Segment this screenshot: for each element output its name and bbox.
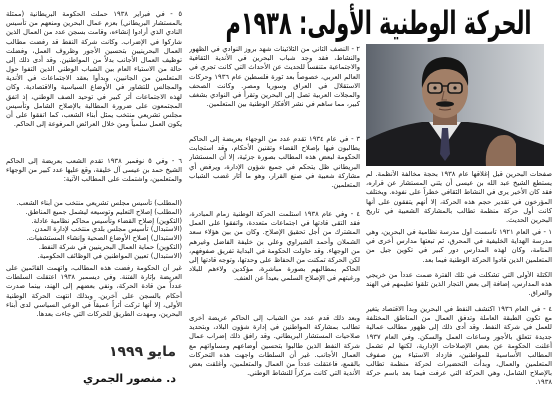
middle-column-paragraph-1: ٢ - النصف الثاني من الثلاثينات شهد بروز النوادي في الظهور والنشاط، فقد وجد شباب البحرين في الأندية الثقافية والاجتماعية متنفساً للحديث عن الأحداث التي كانت تجري في العالم العربي، خصوصاً بعد ثورة فلسطين عام ١٩٣٦ وحركات الاستقلال في العراق وسوريا ومصر. وكانت الصحف والمجلات العربية تصل إلى البحرين وتقرأ في النوادي بشغف كبير، مما ساهم في نشر الأفكار الوطنية بين المتعلمين. xyxy=(189,45,360,109)
left-column-paragraph-1: ٥ - في فبراير ١٩٣٨ حملت الحكومة البريطانية (ممثلة بالمستشار البريطاني) بعزم عمال البحرين ومنعهم من تأسيس النادي الذي أرادوا إنشاءه، وقامت بسجن عدد من العمال الذين شاركوا في الإضراب. وكانت شركة النفط قد رفضت مطالب العمال البحرينيين بتحسين الأجور وظروف العمل، وفضلت توظيف العمال الأجانب بدلاً من المواطنين. وقد أدى ذلك إلى حالة من الاستياء العام بين الشباب الوطني الذين التفوا حول المتعلمين من الجانبين، وبدأوا بعقد الاجتماعات في الأندية والمجالس للتشاور في الأوضاع السياسية والاقتصادية. وكان لهذه الاجتماعات أثر كبير في توحيد الصف الوطني، إذ اتفق المجتمعون على ضرورة المطالبة بالإصلاح الشامل وتأسيس مجلس تشريعي منتخب يمثل أبناء الشعب، كما اتفقوا على أن يكون العمل سلمياً ومن خلال العرائض المرفوعة إلى الحاكم. xyxy=(6,10,182,129)
middle-column-paragraph-4: وبعد ذلك قدم عدد من الشباب إلى الحاكم عريضة أخرى تطالب بمشاركة المواطنين في إدارة شؤون البلاد، وبتحديد صلاحيات المستشار البريطاني. وقد رافق ذلك إضراب عمال شركة النفط الذين طالبوا بتحسين أوضاعهم ومساواتهم مع العمال الأجانب. غير أن السلطات واجهت هذه التحركات بالقمع، فاعتقلت عدداً من العمال والمتعلمين، وأغلقت بعض الأندية التي كانت مركزاً للنشاط الوطني. xyxy=(189,314,360,378)
middle-column-paragraph-3: ٤ - وفي عام ١٩٣٨ استلمت الحركة الوطنية زمام المبادرة، فقد التقى قادتها في اجتماعات متعددة، واتفقوا على العمل المشترك من أجل تحقيق الإصلاح. وكان من بين هؤلاء سعد الشملان وأحمد الشيراوي وعلي بن خليفة الفاضل وغيرهم من الوجهاء. وقد حاولت الحكومة في البداية تفريق صفوفهم، لكن الحركة تمكنت من الحفاظ على وحدتها، وتوجه قادتها إلى الحاكم بمطالبهم بصورة مباشرة، مؤكدين ولاءهم للبلاد ورغبتهم في الإصلاح السلمي بعيداً عن العنف. xyxy=(189,210,360,283)
headline-text: الحركة الوطنية الأولى: ١٩٣٨م xyxy=(226,4,532,42)
mustache xyxy=(436,101,454,107)
demand-item: (التكوين) حماية العمال البحرينيين في شركة النفط. xyxy=(38,243,182,252)
demand-item: (الاستبدال) تأسيس مجلس بلدي منتخب لإدارة المدن. xyxy=(32,225,182,234)
right-column-paragraph-2: ١ - في العام ١٩٢١ تأسست أول مدرسة نظامية في البحرين، وهي مدرسة الهداية الخليفية في المحرق، ثم تبعتها مدارس أخرى في المنامة، وكان لهذه المدارس دور كبير في تكوين جيل من المتعلمين الذين قادوا الحركة الوطنية فيما بعد. xyxy=(366,228,552,264)
left-column-paragraph-3: غير أن الحكومة رفضت هذه المطالب، واتهمت القائمين على العريضة بإثارة الفتنة. وفي ديسمبر ١٩٣٨ اعتقلت السلطات عدداً من قادة الحركة، ونفي بعضهم إلى الهند، بينما صدرت أحكام بالسجن على آخرين. وبذلك انتهت الحركة الوطنية الأولى، إلا أنها تركت أثراً عميقاً في الوعي السياسي لدى أبناء البحرين، ومهدت الطريق للحركات التي جاءت بعدها. xyxy=(6,264,182,318)
demand-item: (التكوين) إصلاح القضاء وتأسيس محاكم نظامية عادلة. xyxy=(31,216,182,225)
portrait-photo-icon xyxy=(366,44,544,166)
demand-item: (الاستبدال) تعيين المواطنين في الوظائف الحكومية. xyxy=(37,251,182,260)
demand-item: (الاستبدال) إصلاح الأوضاع الصحية وإنشاء المستشفيات. xyxy=(26,234,182,243)
article-author: د. منصور الجمري xyxy=(83,372,176,385)
article-headline xyxy=(226,3,532,43)
right-column-paragraph-1: صفحات البحرين قبل إغلاقها عام ١٩٣٨ بحجة مخالفة الأنظمة. لم يستطع الشيخ عبد الله بن عيسى أن يثني المستشار عن قراره، فقد كان الأخير يرى في النشاط الثقافي خطراً على نفوذه. ويختلف المؤرخون في تقدير حجم هذه الحركة، إلا أنهم يتفقون على أنها كانت أول حركة منظمة تطالب بالمشاركة الشعبية في تاريخ البحرين الحديث. xyxy=(366,170,552,224)
author-portrait-photo xyxy=(366,44,544,166)
article-date: مايو ١٩٩٩ xyxy=(108,344,176,360)
demand-item: (المطلب) إصلاح التعليم وتوسيعه ليشمل جميع المناطق. xyxy=(25,207,182,216)
demand-item: (المطلب) تأسيس مجلس تشريعي منتخب من أبناء الشعب. xyxy=(16,199,182,207)
right-column-paragraph-3: الكتلة الأولى التي تشكلت في تلك الفترة ضمت عدداً من خريجي هذه المدارس، إضافة إلى بعض التجار الذين تلقوا تعليمهم في الهند والعراق. xyxy=(366,271,552,298)
left-eye xyxy=(433,86,436,89)
middle-column-paragraph-2: ٣ - في عام ١٩٣٤ تقدم عدد من الوجهاء بعريضة إلى الحاكم يطالبون فيها بإصلاح القضاء وتقنين الأحكام، وقد استجابت الحكومة لبعض هذه المطالب بصورة جزئية، إلا أن المستشار البريطاني ظل يتحكم في جميع شؤون الإدارة، ويرفض أي مشاركة شعبية في صنع القرار، وهو ما أثار غضب الشباب المتعلمين. xyxy=(189,135,360,189)
petition-demands-list xyxy=(6,199,182,261)
right-eye xyxy=(453,86,456,89)
right-column-paragraph-4: ٤ - في العام ١٩٣٦ اكتشف النفط في البحرين وبدأ الاقتصاد يتغير مع تكون الطبقة العاملة وتدفق العمال من المناطق المختلفة للعمل في شركة النفط. وقد أدى ذلك إلى ظهور مطالب عمالية جديدة تتعلق بالأجور وساعات العمل والسكن. وفي العام ١٩٣٧ أعلنت الحكومة عن بعض الإصلاحات الإدارية، لكنها لم تشمل المطالب الأساسية للمواطنين، فازداد الاستياء بين صفوف المتعلمين والعمال، وبدأت التحضيرات لحركة منظمة تطالب بالإصلاح الشامل، وهي الحركة التي عرفت فيما بعد باسم حركة ١٩٣٨. xyxy=(366,305,552,387)
left-column-petition-intro: ٦ - وفي ٥ نوفمبر ١٩٣٨ تقدم الشعب بعريضة إلى الحاكم الشيخ حمد بن عيسى آل خليفة، وقع عليها عدد كبير من الوجهاء والمتعلمين، واشتملت على المطالب الآتية: xyxy=(6,157,182,184)
